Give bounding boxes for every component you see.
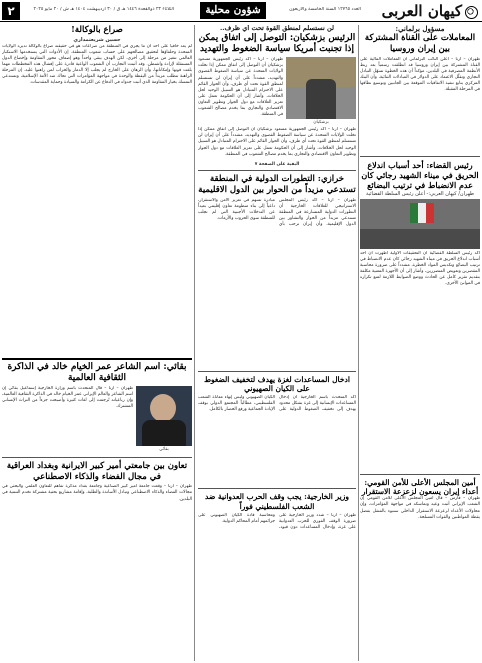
story-body: طهران – ارنا – وقّعت جامعة أمير كبير الصناعية وجامعة بغداد مذكرة تفاهم للتعاون العلمي والبحثي في مجالات الفضاء والذكاء الاصطناعي وتبادل الأساتذة والطلبة، وإقامة مشاريع بحثية مشتركة تخدم التنمية في البلدين. <box>2 484 192 502</box>
story-headline[interactable]: أمين المجلس الأعلى للأمن القومي: أعداء إيران يسعون لزعزعة الاستقرار <box>361 477 479 497</box>
meeting-photo <box>360 199 480 249</box>
issue-info: العدد ١٢٧٦٥ السنة الخامسة والأربعون <box>289 7 361 12</box>
middle-column <box>198 25 356 661</box>
story-body: طهران – ارنا – أكد رئيس الجمهورية مسعود بزشكيان أن التوصل إلى اتفاق ممكن إذا تخلت الولايات المتحدة عن سياسة الضغوط القصوى والتهديد، مشدداً على أن إيران لن تستسلم لمنطق القوة تحت أي ظرف، وأن الحوار القائم على الاحترام المتبادل هو السبيل الوحيد لحل الخلافات، وأشار إلى أن الحكومة تعمل على تعزيز العلاقات مع دول الجوار وتطوير التعاون الاقتصادي والتجاري بما يخدم مصالح الشعوب في المنطقة. <box>198 127 356 157</box>
story-headline[interactable]: رئيس القضاء: أحد أسباب اندلاع الحريق في ميناء الشهيد رجائي كان عدم الانضباط في ترتيب البضائع <box>361 159 479 190</box>
story-headline[interactable]: الرئيس بزشكيان: التوصل إلى اتفاق يمكن إذا تجنبت أمريكا سياسة الضغوط والتهديد <box>198 32 356 55</box>
president-photo <box>286 57 356 119</box>
photo-caption: بزشكيان <box>313 120 329 126</box>
divider <box>360 156 480 157</box>
story-body: أكد رئيس السلطة القضائية أن التحقيقات الأولية أظهرت أن أحد أسباب اندلاع الحريق في ميناء الشهيد رجائي كان عدم الانضباط في ترتيب البضائع وتكديس المواد الخطرة، مشدداً على ضرورة محاسبة المقصرين وتعويض المتضررين، وأشار إلى أن الأجهزة المعنية مكلفة بتقديم تقرير كامل عن الحادث ووضع الضوابط اللازمة لمنع تكراره في الموانئ الأخرى. <box>360 250 480 287</box>
newspaper-logo[interactable] <box>378 1 478 21</box>
right-column <box>360 25 480 661</box>
story-kicker: لن نستسلم لمنطق القوة تحت أي ظرف.. <box>220 25 334 32</box>
story-body: طهران – ارنا – قال المتحدث باسم وزارة الخارجية إسماعيل بقائي إن اسم الشاعر والعالم الإيراني عمر الخيام خالد في الذاكرة الثقافية العالمية، وإن رباعياته تُرجمت إلى لغات كثيرة وأصبحت جزءاً من التراث الإنساني المشترك. <box>2 386 133 410</box>
story-headline[interactable]: وزير الخارجية: يجب وقف الحرب العدوانية ضد الشعب الفلسطيني فوراً <box>205 492 349 511</box>
column-divider <box>358 25 359 661</box>
story-headline[interactable]: تعاون بين جامعتي أمير كبير الايرانية وبغداد العراقية في مجال الفضاء والذكاء الاصطناعي <box>6 461 188 482</box>
editorial-body: لم يعد خافياً على أحد أن ما يجري في المنطقة من صراعات هو في حقيقته صراع بالوكالة تديره الولايات المتحدة وحلفاؤها لتحقيق مصالحهم على حساب شعوب المنطقة. إن الأدوات التي يستخدمها الاستكبار العالمي تتغير من مرحلة إلى أخرى، لكن الهدف يبقى واحداً وهو إضعاف محور المقاومة وإخضاع الدول المستقلة لإرادة واشنطن. وقد أثبتت التجارب أن الشعوب الواعية قادرة على إفشال هذه المخططات مهما بلغت قوتها وإمكاناتها، وأن الرهان على الخارج لم يجلب إلا الدمار والخراب لمن راهنوا عليه. إن المرحلة الراهنة تتطلب مزيداً من اليقظة والوحدة في مواجهة المؤامرات التي تحاك ضد الأمة الإسلامية، وتستدعي التمسك بخيار المقاومة الذي أثبت جدواه في الدفاع عن الكرامة والسيادة وحماية المقدسات. <box>2 43 192 86</box>
section-title: شؤون محلية <box>200 2 266 19</box>
divider <box>198 170 356 171</box>
story-body: طهران – ارنا – أكد رئيس المجلس الاستراتيجي للعلاقات الخارجية أن التطورات الدولية المتسارعة في المنطقة تستدعي مزيداً من الحوار والتشاور بين الدول الإقليمية، وأن إيران ترحب بأي مبادرة تسهم في تعزيز الأمن والاستقرار، داعياً إلى بناء منظومة تعاون إقليمي بعيداً عن التدخلات الأجنبية التي لم تجلب للمنطقة سوى الحروب والأزمات. <box>198 197 356 227</box>
divider <box>2 457 192 458</box>
divider <box>2 358 192 360</box>
editorial-author: حسين شريعتمداري <box>73 36 121 43</box>
globe-icon <box>465 6 478 19</box>
story-headline[interactable]: ادخال المساعدات لغزة يهدف لتخفيف الضغوط على الكيان الصهيوني <box>204 374 350 393</box>
continued-note: البقية على الصفحة ٧ <box>254 162 300 168</box>
editorial-headline[interactable]: صراع بالوكالة! <box>71 25 123 35</box>
story-body: طهران – ارنا – أكد رئيس الجمهورية مسعود بزشكيان أن التوصل إلى اتفاق ممكن إذا تخلت الولايات المتحدة عن سياسة الضغوط القصوى والتهديد، مشدداً على أن إيران لن تستسلم لمنطق القوة تحت أي ظرف، وأن الحوار القائم على الاحترام المتبادل هو السبيل الوحيد لحل الخلافات، وأشار إلى أن الحكومة تعمل على تعزيز العلاقات مع دول الجوار وتطوير التعاون الاقتصادي والتجاري بما يخدم مصالح الشعوب في المنطقة. <box>198 57 283 118</box>
logo-text: کیهان العربی <box>381 2 462 20</box>
divider <box>360 474 480 475</box>
masthead <box>0 0 482 22</box>
left-column <box>2 25 192 661</box>
photo-caption: بقائي <box>159 447 169 453</box>
column-divider <box>194 25 195 661</box>
story-kicker: مسؤول برلماني: <box>395 25 445 33</box>
divider <box>198 371 356 372</box>
story-headline[interactable]: بقائي: اسم الشاعر عمر الخيام خالد في الذاكرة الثقافية العالمية <box>7 361 187 383</box>
spokesman-photo <box>136 386 192 446</box>
story-body: طهران – فارس – قال أمين المجلس الأعلى للأمن القومي إن الشعب الإيراني أثبت وعيه وتماسكه في مواجهة المؤامرات، وإن محاولات الأعداء لزعزعة الاستقرار الداخلي ستبوء بالفشل بفضل يقظة المواطنين والقوات المسلحة. <box>360 496 480 520</box>
story-body: طهران – ارنا – شدد وزير الخارجية على ضرورة الوقف الفوري للحرب العدوانية على غزة، وإدخال المساعدات دون قيود، ومحاسبة قادة الكيان الصهيوني على جرائمهم أمام المحاكم الدولية. <box>198 513 356 531</box>
date-line: الثلاثاء ٢٣ ذوالقعدة ١٤٤٦ هـ ق / ٣٠ اردیبهشت ١٤٠٤ هـ ش / ٢٠ مایو ٢٠٢٥ <box>33 7 174 12</box>
story-byline: طهران/ كيهان العربي:- أعلن رئيس السلطة القضائية <box>365 190 475 197</box>
story-body: طهران – ارنا – أعلن النائب البرلماني أن المعاملات المالية على القناة المشتركة بين إيران وروسيا قد انطلقت رسمياً بعد ربط الأنظمة المصرفية في البلدين، مؤكداً أن هذه الخطوة تسهّل التبادل التجاري وتقلّل الاعتماد على الدولار في المبادلات الثنائية، وأن البنك المركزي يتابع تنفيذ الاتفاقيات الموقعة بين الجانبين وتوسيع نطاقها في المرحلة المقبلة. <box>360 56 480 93</box>
story-headline[interactable]: خرازي: التطورات الدولية في المنطقة تستدعي مزيداً من الحوار بين الدول الاقليمية <box>198 174 356 195</box>
story-body: أكد المتحدث باسم الخارجية أن إدخال المساعدات الإنسانية إلى غزة بشكل محدود يهدف إلى تخفيف الضغوط الدولية على الكيان الصهيوني وليس إنهاء معاناة الشعب الفلسطيني، مطالباً المجتمع الدولي بوقف الإبادة الجماعية ورفع الحصار بالكامل. <box>198 395 356 413</box>
story-headline[interactable]: المعاملات على القناة المشتركة بين إيران وروسيا <box>364 33 476 55</box>
page-number: ٢ <box>2 2 20 20</box>
divider <box>198 488 356 489</box>
